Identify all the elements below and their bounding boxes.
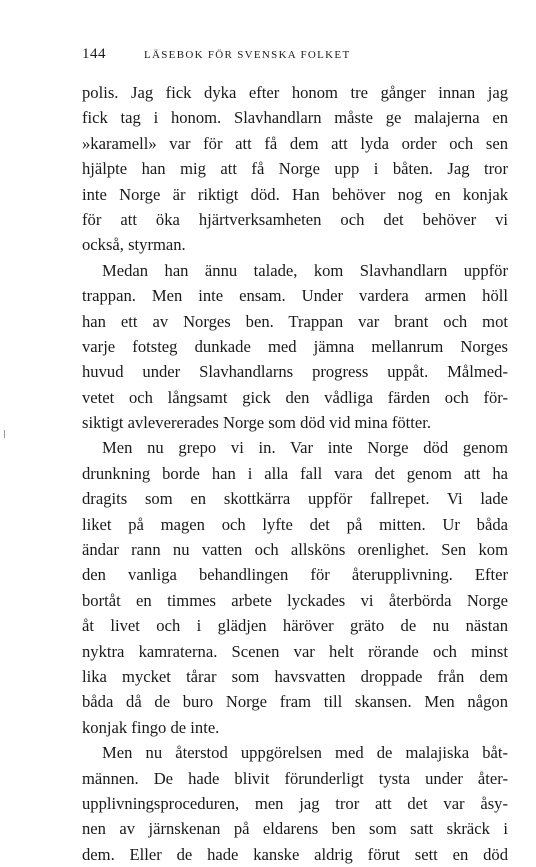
text-line: vetet och långsamt gick den vådliga färden och för- bbox=[82, 387, 508, 407]
text-line: åt livet och i glädjen häröver gräto de nu nästan bbox=[82, 616, 508, 636]
text-line: huvud under Slavhandlarns progress uppåt. Målmed- bbox=[82, 362, 508, 382]
text-line: Men nu återstod uppgörelsen med de malajiska båt- bbox=[102, 743, 508, 763]
running-title: LÄSEBOK FÖR SVENSKA FOLKET bbox=[144, 49, 351, 61]
text-line: siktigt avlevererades Norge som död vid mina fötter. bbox=[82, 413, 432, 433]
text-line: fick tag i honom. Slavhandlarn måste ge malajerna en bbox=[82, 108, 508, 128]
text-line: konjak fingo de inte. bbox=[82, 717, 220, 737]
text-line: nen av järnskenan på eldarens ben som satt skräck i bbox=[82, 819, 508, 839]
text-line: liket på magen och lyfte det på mitten. Ur båda bbox=[82, 514, 508, 534]
text-line: »karamell» var för att få dem att lyda order och sen bbox=[82, 133, 508, 153]
text-line: hjälpte han mig att få Norge upp i båten. Jag tror bbox=[82, 159, 508, 179]
page-number: 144 bbox=[82, 46, 106, 62]
text-line: också, styrman. bbox=[82, 235, 186, 255]
text-line: dragits som en skottkärra uppför fallrepet. Vi lade bbox=[82, 489, 508, 509]
text-line: den vanliga behandlingen för återupplivning. Efter bbox=[82, 565, 508, 585]
text-line: Men nu grepo vi in. Var inte Norge död genom bbox=[102, 438, 508, 458]
text-line: inte Norge är riktigt död. Han behöver nog en konjak bbox=[82, 184, 508, 204]
text-line: männen. De hade blivit förunderligt tysta under åter- bbox=[82, 768, 508, 788]
text-line: varje fotsteg dunkade med jämna mellanrum Norges bbox=[82, 336, 508, 356]
body-text bbox=[82, 80, 508, 867]
text-line: lika mycket tårar som havsvatten droppade från dem bbox=[82, 666, 508, 686]
margin-mark bbox=[4, 430, 5, 438]
text-line: polis. Jag fick dyka efter honom tre gånger innan jag bbox=[82, 83, 508, 102]
text-line: dem. Eller de hade kanske aldrig förut sett en död bbox=[82, 844, 508, 864]
text-line: drunkning borde han i alla fall vara det genom att ha bbox=[82, 463, 508, 483]
text-line: trappan. Men inte ensam. Under vardera armen höll bbox=[82, 286, 508, 306]
text-line: bortåt en timmes arbete lyckades vi återbörda Norge bbox=[82, 590, 508, 610]
page-header bbox=[82, 46, 496, 66]
text-line: ändar rann nu vatten och allsköns orenlighet. Sen kom bbox=[82, 540, 508, 560]
text-line: båda då de buro Norge fram till skansen. Men någon bbox=[82, 692, 508, 712]
text-line: för att öka hjärtverksamheten och det behöver vi bbox=[82, 209, 508, 229]
text-line: Medan han ännu talade, kom Slavhandlarn uppför bbox=[102, 260, 508, 280]
text-line: upplivningsproceduren, men jag tror att det var åsy- bbox=[82, 793, 508, 813]
text-line: nyktra kamraterna. Scenen var helt rörande och minst bbox=[82, 641, 508, 661]
text-line: han ett av Norges ben. Trappan var brant och mot bbox=[82, 311, 508, 331]
